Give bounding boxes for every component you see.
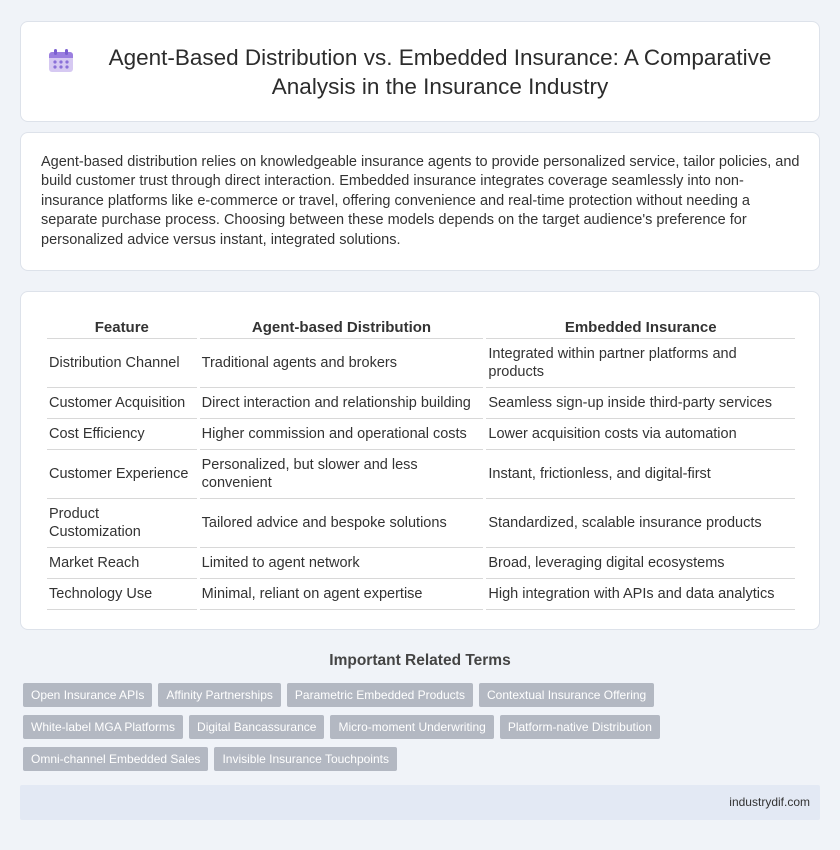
embedded-cell: Lower acquisition costs via automation [486, 419, 795, 450]
tag-omni-channel-embedded-sales[interactable]: Omni-channel Embedded Sales [23, 747, 208, 771]
embedded-cell: Seamless sign-up inside third-party services [486, 388, 795, 419]
tag-digital-bancassurance[interactable]: Digital Bancassurance [189, 715, 324, 739]
feature-cell: Product Customization [47, 499, 197, 548]
header-agent-based: Agent-based Distribution [200, 313, 484, 339]
agent-cell: Personalized, but slower and less convenient [200, 450, 484, 499]
tag-contextual-insurance-offering[interactable]: Contextual Insurance Offering [479, 683, 654, 707]
table-row [47, 499, 795, 548]
related-terms-list [23, 683, 703, 771]
feature-cell: Customer Acquisition [47, 388, 197, 419]
table-row [47, 388, 795, 419]
tag-white-label-mga-platforms[interactable]: White-label MGA Platforms [23, 715, 183, 739]
feature-cell: Cost Efficiency [47, 419, 197, 450]
tag-platform-native-distribution[interactable]: Platform-native Distribution [500, 715, 660, 739]
footer-site-link[interactable]: industrydif.com [729, 795, 810, 809]
table-row [47, 548, 795, 579]
intro-card [20, 132, 820, 271]
embedded-cell: Standardized, scalable insurance products [486, 499, 795, 548]
footer [20, 785, 820, 820]
feature-cell: Customer Experience [47, 450, 197, 499]
tag-open-insurance-apis[interactable]: Open Insurance APIs [23, 683, 152, 707]
table-row [47, 419, 795, 450]
agent-cell: Direct interaction and relationship building [200, 388, 484, 419]
header-card [20, 21, 820, 122]
related-terms-title: Important Related Terms [329, 652, 511, 669]
feature-cell: Technology Use [47, 579, 197, 610]
embedded-cell: Broad, leveraging digital ecosystems [486, 548, 795, 579]
agent-cell: Minimal, reliant on agent expertise [200, 579, 484, 610]
feature-cell: Market Reach [47, 548, 197, 579]
agent-cell: Limited to agent network [200, 548, 484, 579]
intro-paragraph: Agent-based distribution relies on knowledgeable insurance agents to provide personalized service, tailor policies, and build customer trust through direct interaction. Embedded insurance integrates coverage seamlessly into non-insurance platforms like e-commerce or travel, offering convenience and real-time protection without needing a separate purchase process. Choosing between these models depends on the target audience's preference for personalized advice versus instant, integrated solutions. [41, 154, 800, 248]
tag-micro-moment-underwriting[interactable]: Micro-moment Underwriting [330, 715, 493, 739]
table-row [47, 339, 795, 388]
comparison-card [20, 291, 820, 630]
tag-affinity-partnerships[interactable]: Affinity Partnerships [158, 683, 281, 707]
table-row [47, 450, 795, 499]
embedded-cell: High integration with APIs and data analytics [486, 579, 795, 610]
page-title: Agent-Based Distribution vs. Embedded Insurance: A Comparative Analysis in the Insurance Industry [108, 44, 772, 99]
embedded-cell: Instant, frictionless, and digital-first [486, 450, 795, 499]
comparison-table [44, 313, 798, 610]
agent-cell: Traditional agents and brokers [200, 339, 484, 388]
agent-cell: Higher commission and operational costs [200, 419, 484, 450]
feature-cell: Distribution Channel [47, 339, 197, 388]
agent-cell: Tailored advice and bespoke solutions [200, 499, 484, 548]
embedded-cell: Integrated within partner platforms and products [486, 339, 795, 388]
table-header-row [47, 313, 795, 339]
tag-invisible-insurance-touchpoints[interactable]: Invisible Insurance Touchpoints [214, 747, 397, 771]
header-feature: Feature [47, 313, 197, 339]
tag-parametric-embedded-products[interactable]: Parametric Embedded Products [287, 683, 473, 707]
header-embedded: Embedded Insurance [486, 313, 795, 339]
table-row [47, 579, 795, 610]
